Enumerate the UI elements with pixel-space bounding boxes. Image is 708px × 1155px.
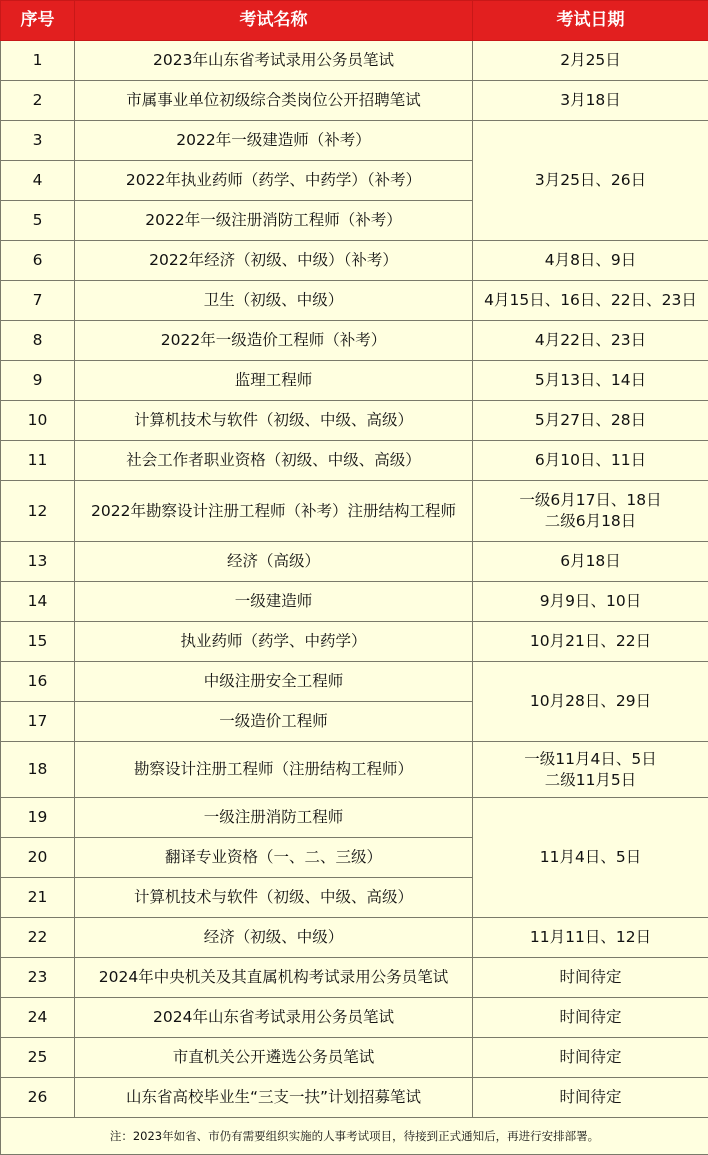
row-exam-name: 监理工程师 — [75, 361, 473, 401]
row-exam-date: 4月22日、23日 — [473, 321, 708, 361]
row-exam-name: 市属事业单位初级综合类岗位公开招聘笔试 — [75, 81, 473, 121]
table-row — [1, 582, 708, 622]
row-exam-name: 中级注册安全工程师 — [75, 662, 473, 702]
header-serial: 序号 — [1, 1, 75, 41]
row-exam-date: 11月11日、12日 — [473, 918, 708, 958]
row-exam-name: 计算机技术与软件（初级、中级、高级） — [75, 401, 473, 441]
table-row — [1, 798, 708, 838]
row-serial: 7 — [1, 281, 75, 321]
row-exam-date: 时间待定 — [473, 1078, 708, 1118]
row-exam-name: 卫生（初级、中级） — [75, 281, 473, 321]
table-row — [1, 281, 708, 321]
table-row — [1, 81, 708, 121]
row-exam-date: 5月27日、28日 — [473, 401, 708, 441]
row-exam-name: 2022年执业药师（药学、中药学）（补考） — [75, 161, 473, 201]
row-serial: 8 — [1, 321, 75, 361]
row-exam-name: 2022年勘察设计注册工程师（补考）注册结构工程师 — [75, 481, 473, 542]
table-row — [1, 622, 708, 662]
table-row — [1, 441, 708, 481]
row-serial: 14 — [1, 582, 75, 622]
row-serial: 9 — [1, 361, 75, 401]
row-serial: 19 — [1, 798, 75, 838]
row-exam-date: 4月8日、9日 — [473, 241, 708, 281]
row-exam-name: 一级注册消防工程师 — [75, 798, 473, 838]
table-row — [1, 998, 708, 1038]
row-exam-name: 2022年一级注册消防工程师（补考） — [75, 201, 473, 241]
row-serial: 2 — [1, 81, 75, 121]
row-serial: 24 — [1, 998, 75, 1038]
row-exam-date-line: 一级6月17日、18日 — [473, 490, 708, 511]
row-serial: 13 — [1, 542, 75, 582]
row-serial: 16 — [1, 662, 75, 702]
row-exam-name: 经济（高级） — [75, 542, 473, 582]
table-row — [1, 542, 708, 582]
row-exam-name: 2024年中央机关及其直属机构考试录用公务员笔试 — [75, 958, 473, 998]
row-serial: 25 — [1, 1038, 75, 1078]
row-exam-date: 时间待定 — [473, 958, 708, 998]
header-exam-date: 考试日期 — [473, 1, 708, 41]
row-serial: 11 — [1, 441, 75, 481]
row-exam-date: 6月10日、11日 — [473, 441, 708, 481]
row-exam-date: 11月4日、5日 — [473, 798, 708, 918]
row-exam-date: 时间待定 — [473, 998, 708, 1038]
row-exam-date — [473, 742, 708, 798]
row-exam-name: 2022年一级建造师（补考） — [75, 121, 473, 161]
row-exam-name: 2024年山东省考试录用公务员笔试 — [75, 998, 473, 1038]
row-serial: 26 — [1, 1078, 75, 1118]
row-exam-name: 2022年经济（初级、中级）（补考） — [75, 241, 473, 281]
row-exam-date-line: 二级6月18日 — [473, 511, 708, 532]
row-serial: 10 — [1, 401, 75, 441]
row-serial: 1 — [1, 41, 75, 81]
row-exam-name: 经济（初级、中级） — [75, 918, 473, 958]
row-exam-date: 2月25日 — [473, 41, 708, 81]
table-row — [1, 241, 708, 281]
table-row — [1, 361, 708, 401]
table-row — [1, 662, 708, 702]
row-serial: 12 — [1, 481, 75, 542]
row-exam-name: 一级建造师 — [75, 582, 473, 622]
row-serial: 17 — [1, 702, 75, 742]
row-serial: 21 — [1, 878, 75, 918]
row-exam-date-line: 一级11月4日、5日 — [473, 749, 708, 770]
row-serial: 18 — [1, 742, 75, 798]
row-exam-date: 10月28日、29日 — [473, 662, 708, 742]
row-exam-date: 10月21日、22日 — [473, 622, 708, 662]
row-serial: 5 — [1, 201, 75, 241]
table-row — [1, 958, 708, 998]
table-row — [1, 1078, 708, 1118]
row-exam-name: 计算机技术与软件（初级、中级、高级） — [75, 878, 473, 918]
table-row — [1, 401, 708, 441]
row-exam-date: 时间待定 — [473, 1038, 708, 1078]
row-exam-date: 9月9日、10日 — [473, 582, 708, 622]
row-exam-date-line: 二级11月5日 — [473, 770, 708, 791]
row-exam-name: 山东省高校毕业生“三支一扶”计划招募笔试 — [75, 1078, 473, 1118]
table-row — [1, 1038, 708, 1078]
row-exam-name: 社会工作者职业资格（初级、中级、高级） — [75, 441, 473, 481]
row-exam-name: 执业药师（药学、中药学） — [75, 622, 473, 662]
row-exam-date: 4月15日、16日、22日、23日 — [473, 281, 708, 321]
table-row — [1, 481, 708, 542]
table-row — [1, 321, 708, 361]
row-exam-date: 3月18日 — [473, 81, 708, 121]
row-exam-name: 一级造价工程师 — [75, 702, 473, 742]
row-exam-name: 2022年一级造价工程师（补考） — [75, 321, 473, 361]
footnote: 注：2023年如省、市仍有需要组织实施的人事考试项目，待接到正式通知后，再进行安排部署。 — [1, 1118, 708, 1155]
row-exam-date: 3月25日、26日 — [473, 121, 708, 241]
row-serial: 22 — [1, 918, 75, 958]
row-exam-name: 翻译专业资格（一、二、三级） — [75, 838, 473, 878]
header-exam-name: 考试名称 — [75, 1, 473, 41]
row-serial: 4 — [1, 161, 75, 201]
row-exam-date: 5月13日、14日 — [473, 361, 708, 401]
row-serial: 20 — [1, 838, 75, 878]
row-exam-name: 勘察设计注册工程师（注册结构工程师） — [75, 742, 473, 798]
row-exam-date — [473, 481, 708, 542]
row-serial: 3 — [1, 121, 75, 161]
header-row — [1, 1, 708, 41]
row-serial: 6 — [1, 241, 75, 281]
row-exam-name: 2023年山东省考试录用公务员笔试 — [75, 41, 473, 81]
table-row — [1, 918, 708, 958]
row-exam-date: 6月18日 — [473, 542, 708, 582]
row-serial: 15 — [1, 622, 75, 662]
row-serial: 23 — [1, 958, 75, 998]
table-row — [1, 121, 708, 161]
table-row — [1, 742, 708, 798]
note-row — [1, 1118, 708, 1155]
table-row — [1, 41, 708, 81]
row-exam-name: 市直机关公开遴选公务员笔试 — [75, 1038, 473, 1078]
